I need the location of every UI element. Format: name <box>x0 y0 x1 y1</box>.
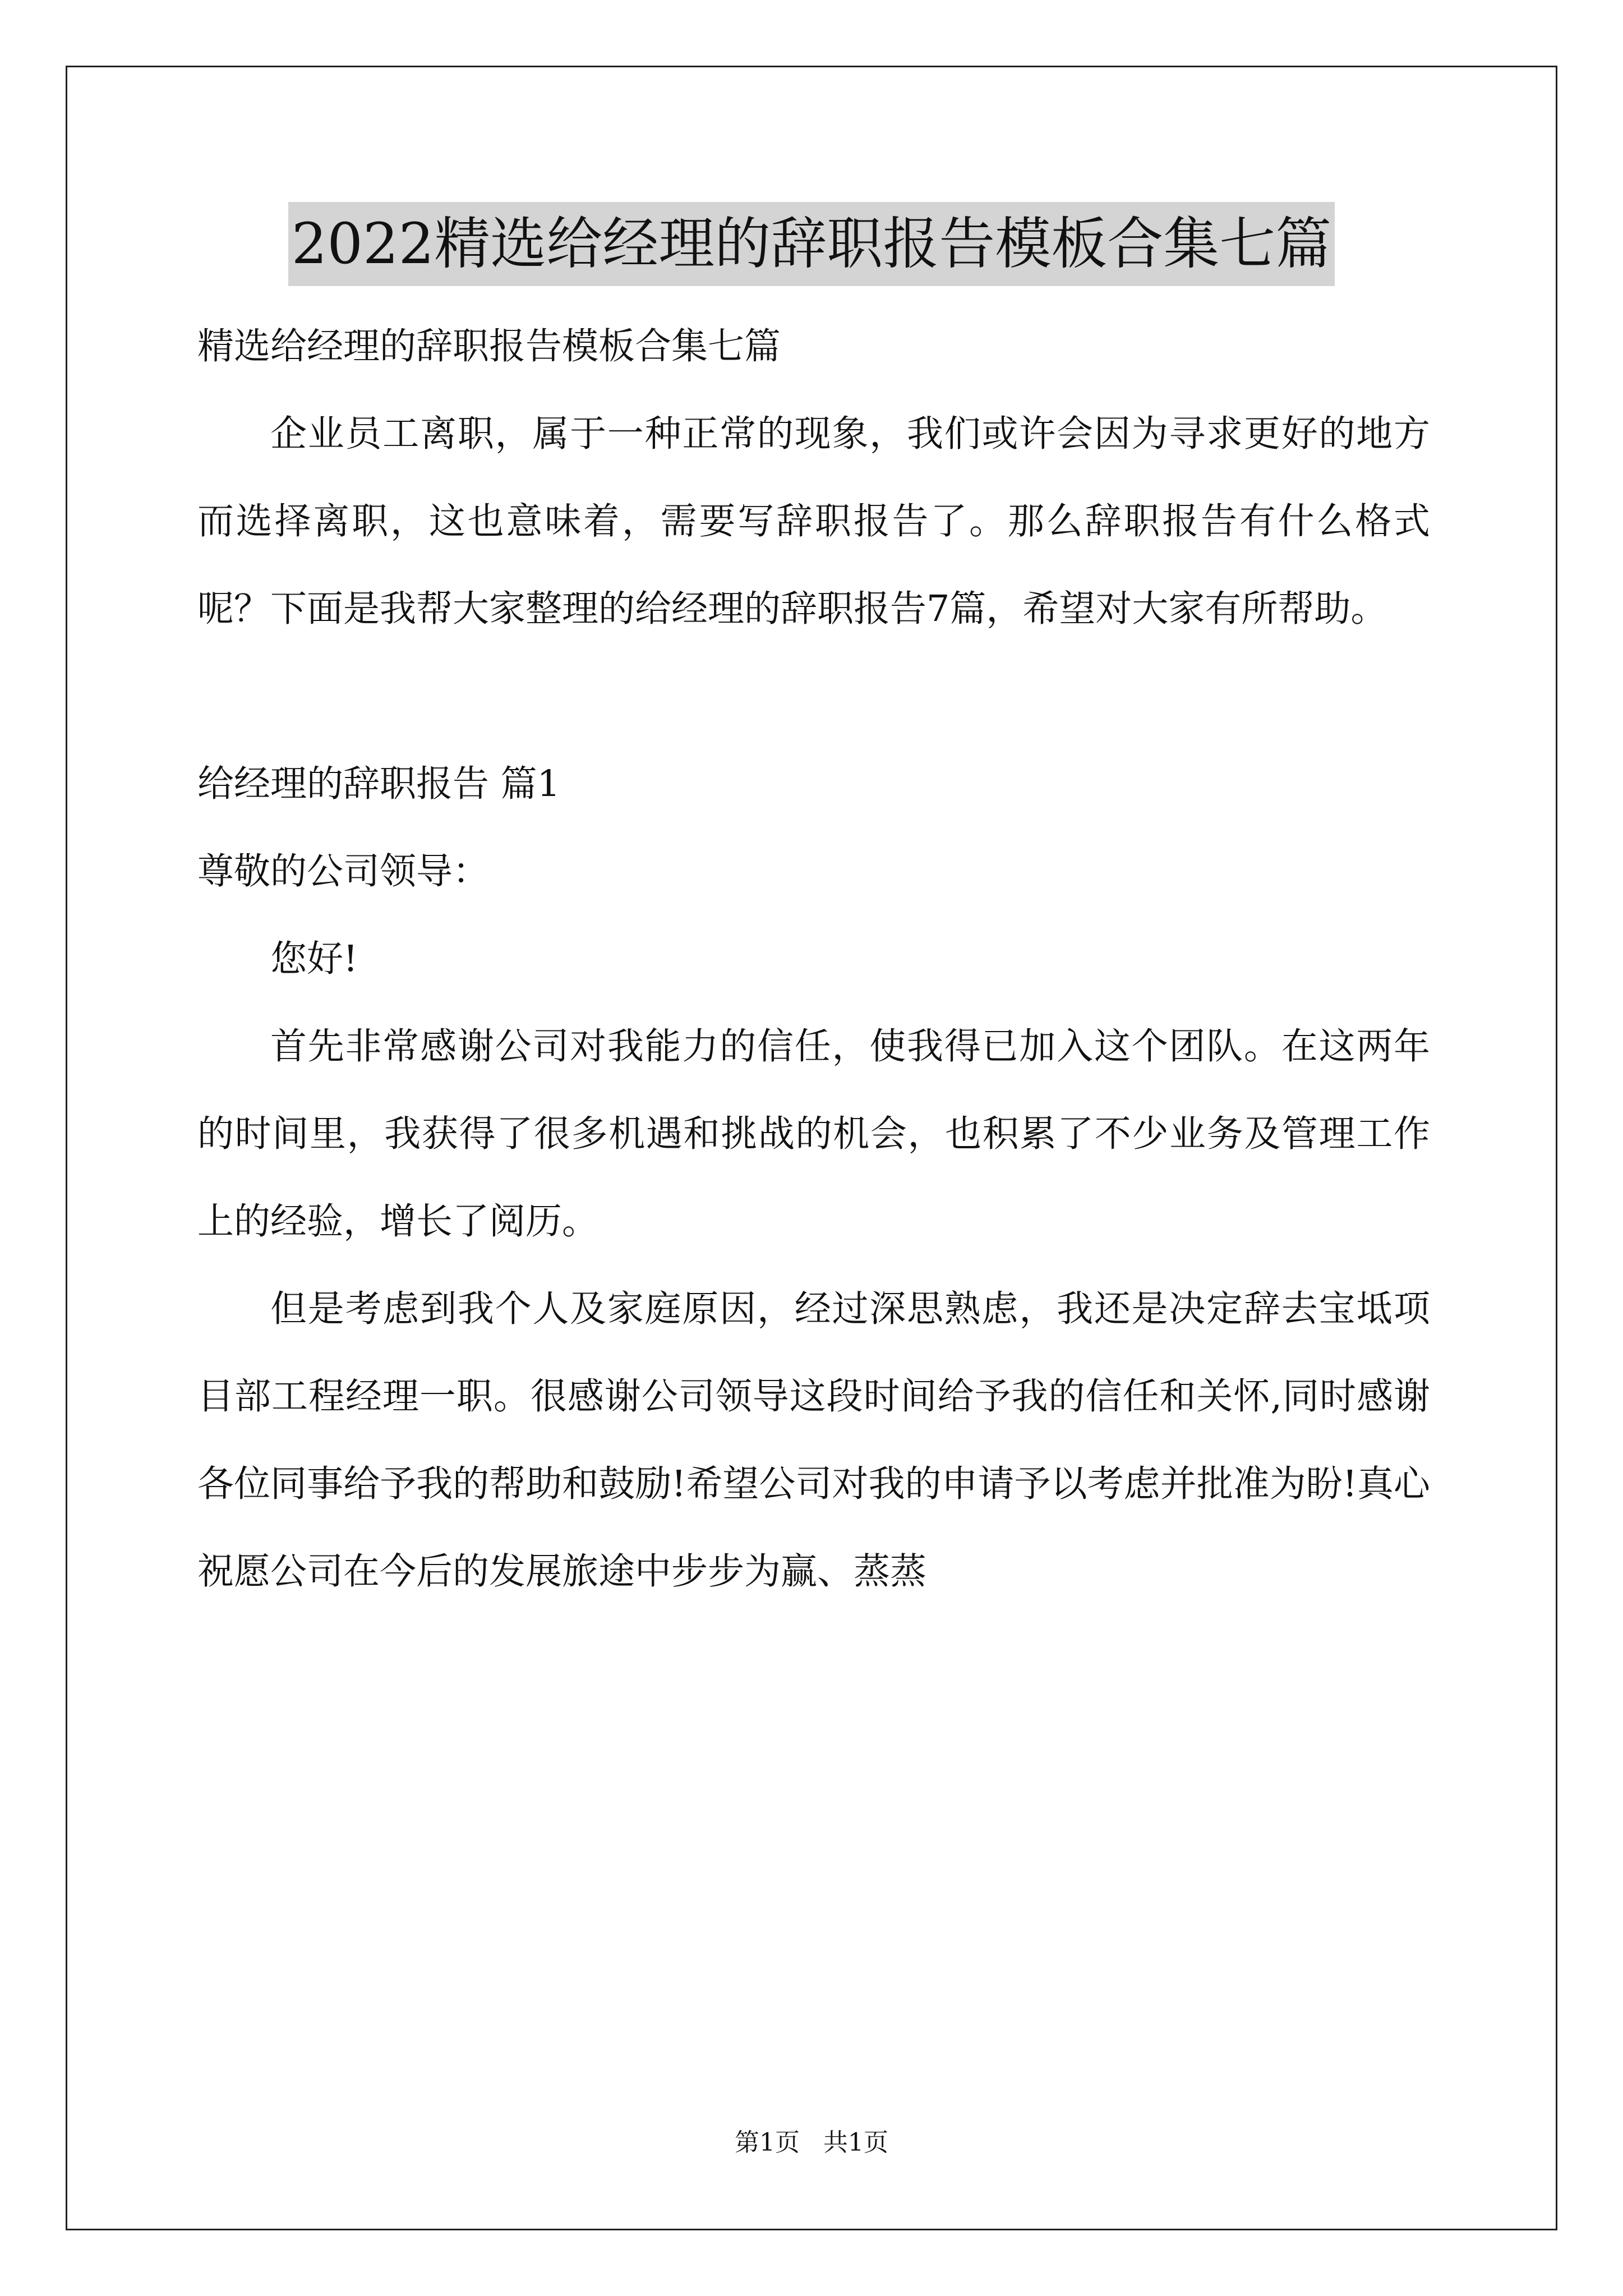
salutation: 尊敬的公司领导： <box>197 850 490 892</box>
body-paragraph: 但是考虑到我个人及家庭原因，经过深思熟虑，我还是决定辞去宝坻项目部工程经理一职。很感谢公司领导这段时间给予我的信任和关怀,同时感谢各位同事给予我的帮助和鼓励!希望公司对我的申请予以考虑并批准为盼!真心祝愿公司在今后的发展旅途中步步为赢、蒸蒸 <box>197 1288 1430 1593</box>
page-footer: 第1页 共1页 <box>735 2128 888 2157</box>
document-body <box>197 303 1430 1616</box>
body-paragraph: 首先非常感谢公司对我能力的信任，使我得已加入这个团队。在这两年的时间里，我获得了很多机遇和挑战的机会，也积累了不少业务及管理工作上的经验，增长了阅历。 <box>197 1025 1430 1243</box>
document-subtitle: 精选给经理的辞职报告模板合集七篇 <box>197 325 781 367</box>
section-heading: 给经理的辞职报告 篇1 <box>197 763 561 805</box>
greeting: 您好! <box>270 938 358 980</box>
intro-paragraph: 企业员工离职，属于一种正常的现象，我们或许会因为寻求更好的地方而选择离职，这也意味着，需要写辞职报告了。那么辞职报告有什么格式呢？下面是我帮大家整理的给经理的辞职报告7篇，希望对大家有所帮助。 <box>197 413 1430 630</box>
blank-line <box>197 653 1430 740</box>
title-container <box>0 202 1623 286</box>
document-title: 2022精选给经理的辞职报告模板合集七篇 <box>288 202 1335 286</box>
